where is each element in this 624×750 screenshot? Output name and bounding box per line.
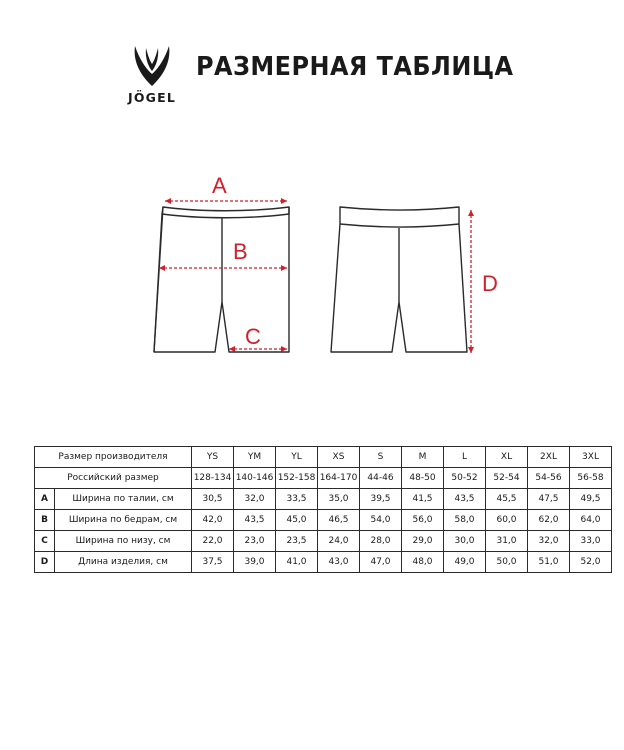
brand-logo (116, 44, 188, 106)
value-cell: 56,0 (402, 510, 444, 531)
row-label: Длина изделия, см (55, 552, 192, 573)
size-cell: 164-170 (318, 468, 360, 489)
value-cell: 41,0 (276, 552, 318, 573)
manufacturer-size-label: Размер производителя (35, 447, 192, 468)
measure-a-label: A (212, 173, 227, 198)
value-cell: 43,5 (444, 489, 486, 510)
value-cell: 23,0 (234, 531, 276, 552)
size-cell: M (402, 447, 444, 468)
value-cell: 48,0 (402, 552, 444, 573)
row-label: Ширина по бедрам, см (55, 510, 192, 531)
size-cell: 2XL (528, 447, 570, 468)
value-cell: 39,0 (234, 552, 276, 573)
shorts-diagram (0, 160, 624, 380)
value-cell: 31,0 (486, 531, 528, 552)
size-cell: 44-46 (360, 468, 402, 489)
value-cell: 45,0 (276, 510, 318, 531)
value-cell: 41,5 (402, 489, 444, 510)
row-letter: D (35, 552, 55, 573)
row-label: Ширина по талии, см (55, 489, 192, 510)
value-cell: 22,0 (192, 531, 234, 552)
table-row-waist (35, 489, 612, 510)
value-cell: 23,5 (276, 531, 318, 552)
size-cell: YL (276, 447, 318, 468)
manufacturer-size-row (35, 447, 612, 468)
size-cell: 56-58 (570, 468, 612, 489)
value-cell: 62,0 (528, 510, 570, 531)
measure-b-label: B (233, 239, 248, 264)
value-cell: 33,5 (276, 489, 318, 510)
row-label: Ширина по низу, см (55, 531, 192, 552)
value-cell: 60,0 (486, 510, 528, 531)
row-letter: C (35, 531, 55, 552)
size-cell: 52-54 (486, 468, 528, 489)
row-letter: A (35, 489, 55, 510)
page-title: РАЗМЕРНАЯ ТАБЛИЦА (196, 52, 514, 82)
value-cell: 46,5 (318, 510, 360, 531)
size-cell: YM (234, 447, 276, 468)
value-cell: 32,0 (234, 489, 276, 510)
russian-size-row (35, 468, 612, 489)
value-cell: 43,5 (234, 510, 276, 531)
value-cell: 37,5 (192, 552, 234, 573)
value-cell: 54,0 (360, 510, 402, 531)
value-cell: 49,5 (570, 489, 612, 510)
measure-d-label: D (482, 271, 498, 296)
size-cell: YS (192, 447, 234, 468)
size-cell: 152-158 (276, 468, 318, 489)
value-cell: 29,0 (402, 531, 444, 552)
russian-size-label: Российский размер (35, 468, 192, 489)
size-cell: XS (318, 447, 360, 468)
value-cell: 33,0 (570, 531, 612, 552)
jogel-emblem-icon (131, 44, 173, 88)
size-cell: 140-146 (234, 468, 276, 489)
value-cell: 30,0 (444, 531, 486, 552)
measure-c-label: C (245, 324, 261, 349)
value-cell: 47,0 (360, 552, 402, 573)
value-cell: 42,0 (192, 510, 234, 531)
size-cell: 50-52 (444, 468, 486, 489)
value-cell: 32,0 (528, 531, 570, 552)
size-cell: 48-50 (402, 468, 444, 489)
table-row-hem (35, 531, 612, 552)
value-cell: 50,0 (486, 552, 528, 573)
table-row-length (35, 552, 612, 573)
measure-b-arrows (159, 265, 287, 271)
value-cell: 45,5 (486, 489, 528, 510)
row-letter: B (35, 510, 55, 531)
value-cell: 28,0 (360, 531, 402, 552)
value-cell: 64,0 (570, 510, 612, 531)
brand-wordmark: JÖGEL (127, 90, 177, 105)
value-cell: 24,0 (318, 531, 360, 552)
value-cell: 47,5 (528, 489, 570, 510)
size-cell: S (360, 447, 402, 468)
size-cell: L (444, 447, 486, 468)
table-row-hips (35, 510, 612, 531)
value-cell: 30,5 (192, 489, 234, 510)
size-cell: XL (486, 447, 528, 468)
value-cell: 39,5 (360, 489, 402, 510)
size-cell: 54-56 (528, 468, 570, 489)
shorts-back-drawing (331, 207, 467, 352)
shorts-front-drawing (154, 207, 289, 352)
value-cell: 58,0 (444, 510, 486, 531)
value-cell: 43,0 (318, 552, 360, 573)
size-cell: 3XL (570, 447, 612, 468)
value-cell: 49,0 (444, 552, 486, 573)
value-cell: 51,0 (528, 552, 570, 573)
size-cell: 128-134 (192, 468, 234, 489)
size-table (34, 446, 612, 573)
value-cell: 52,0 (570, 552, 612, 573)
value-cell: 35,0 (318, 489, 360, 510)
